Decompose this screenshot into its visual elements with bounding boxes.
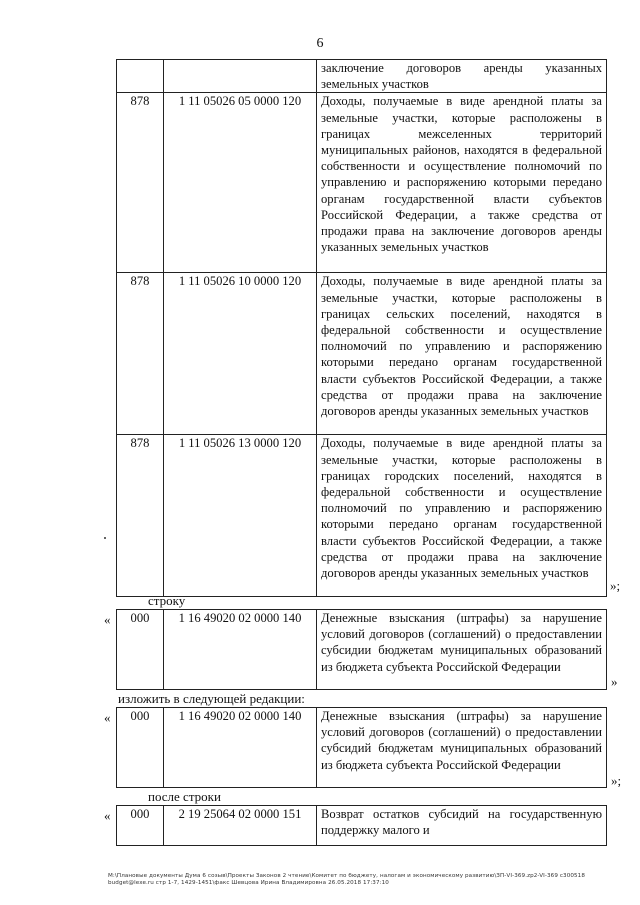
kbk-cell: 1 16 49020 02 0000 140	[164, 610, 317, 690]
scan-speck	[104, 537, 106, 539]
closing-quote: »;	[610, 578, 621, 593]
kbk-cell: 1 11 05026 05 0000 120	[164, 93, 317, 273]
code-cell: 878	[117, 435, 164, 597]
description-cell: заключение договоров аренды указанных земельных участков	[317, 60, 607, 93]
opening-quote: «	[104, 710, 111, 725]
code-cell: 878	[117, 93, 164, 273]
description-cell: Доходы, получаемые в виде арендной платы за земельные участки, которые расположены в границах городских поселений, находятся в федеральной собственности и осуществление полномочий по управлению и распоряжению которыми передано органам государственной власти субъектов Российской Федерации, а также средства от продажи права на заключение договоров аренды указанных земельных участков	[317, 435, 607, 597]
table-row	[117, 610, 607, 690]
label-after: после строки	[148, 789, 221, 804]
table-row	[117, 806, 607, 846]
opening-quote: «	[104, 808, 111, 823]
new-row-table	[116, 707, 607, 788]
label-edit: изложить в следующей редакции:	[118, 691, 305, 706]
description-cell: Доходы, получаемые в виде арендной платы за земельные участки, которые расположены в границах межселенных территорий муниципальных районов, находятся в федеральной собственности и осуществление полномочий по управлению и распоряжению которыми передано органам государственной власти субъектов Российской Федерации, а также средства от продажи права на заключение договоров аренды указанных земельных участков	[317, 93, 607, 273]
description-cell: Денежные взыскания (штрафы) за нарушение условий договоров (соглашений) о предоставлении субсидии бюджетам муниципальных образований из бюджета субъекта Российской Федерации	[317, 610, 607, 690]
closing-quote: »	[611, 674, 618, 689]
label-row: строку	[148, 593, 186, 608]
code-cell: 000	[117, 806, 164, 846]
page-number: 6	[316, 36, 324, 51]
description-cell: Денежные взыскания (штрафы) за нарушение условий договоров (соглашений) о предоставлении субсидий бюджетам муниципальных образований из бюджета субъекта Российской Федерации	[317, 708, 607, 788]
table-row	[117, 60, 607, 93]
after-row-table	[116, 805, 607, 846]
table-row	[117, 273, 607, 435]
code-cell	[117, 60, 164, 93]
table-row	[117, 93, 607, 273]
opening-quote: «	[104, 612, 111, 627]
table-row	[117, 708, 607, 788]
kbk-cell: 1 11 05026 13 0000 120	[164, 435, 317, 597]
code-cell: 878	[117, 273, 164, 435]
code-cell: 000	[117, 610, 164, 690]
kbk-cell: 1 11 05026 10 0000 120	[164, 273, 317, 435]
kbk-cell	[164, 60, 317, 93]
closing-quote: »;	[611, 773, 622, 788]
kbk-cell: 1 16 49020 02 0000 140	[164, 708, 317, 788]
description-cell: Доходы, получаемые в виде арендной платы за земельные участки, которые расположены в границах сельских поселений, находятся в федеральной собственности и осуществление полномочий по управлению и распоряжению которыми передано органам государственной власти субъектов Российской Федерации, а также средства от продажи права на заключение договоров аренды указанных земельных участков	[317, 273, 607, 435]
code-cell: 000	[117, 708, 164, 788]
description-cell: Возврат остатков субсидий на государственную поддержку малого и	[317, 806, 607, 846]
revenue-table	[116, 59, 607, 597]
table-row	[117, 435, 607, 597]
document-footer: M:\Плановые документы Дума 6 созыв\Проекты Законов 2 чтение\Комитет по бюджету, налогам и экономическому развитию\ЗП-VI-369.zp2-VI-369 с300518 budget@lexe.ru стр 1-7, 1429-1451\факс Шевцова Ирина Владимировна 26.05.2018 17:37:10	[108, 873, 585, 887]
old-row-table	[116, 609, 607, 690]
kbk-cell: 2 19 25064 02 0000 151	[164, 806, 317, 846]
